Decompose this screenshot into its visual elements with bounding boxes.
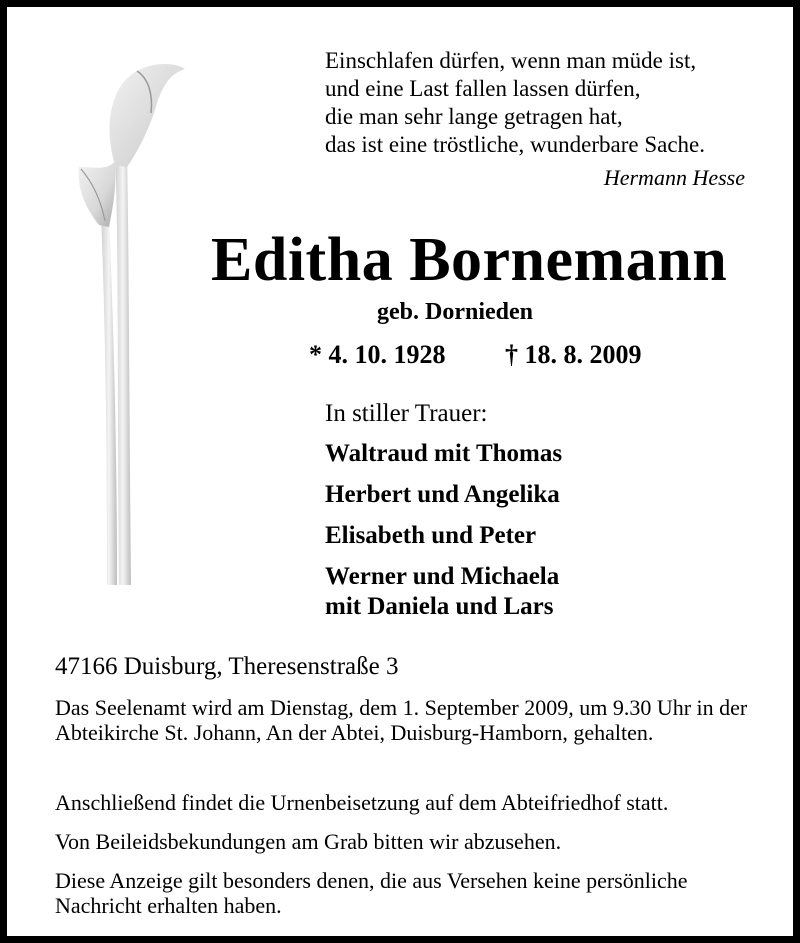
poem-line: Einschlafen dürfen, wenn man müde ist, (325, 48, 697, 73)
death-date: † 18. 8. 2009 (505, 340, 642, 369)
mourner-name: Elisabeth und Peter (325, 522, 537, 549)
notice-paragraph: Anschließend findet die Urnenbeisetzung auf dem Abteifriedhof statt. (55, 790, 669, 815)
poem-line: das ist eine tröstliche, wunderbare Sache. (325, 132, 706, 157)
birth-date: * 4. 10. 1928 (309, 340, 446, 369)
deceased-name: Editha Bornemann (211, 226, 728, 294)
mourning-intro: In stiller Trauer: (325, 400, 488, 427)
notice-paragraph: Von Beileidsbekundungen am Grab bitten wir abzusehen. (55, 829, 562, 854)
calla-lily-image (67, 55, 207, 585)
address: 47166 Duisburg, Theresenstraße 3 (55, 653, 399, 680)
mourner-name: Waltraud mit Thomas (325, 440, 563, 467)
poem-author: Hermann Hesse (603, 165, 745, 190)
poem-line: und eine Last fallen lassen dürfen, (325, 76, 641, 101)
notice-paragraph: Das Seelenamt wird am Dienstag, dem 1. September 2009, um 9.30 Uhr in der Abteikirche St. Johann, An der Abtei, Duisburg-Hamborn, gehalten. (55, 695, 748, 745)
poem-quote (325, 47, 705, 159)
birth-name: geb. Dornieden (377, 299, 533, 325)
mourner-name: mit Daniela und Lars (325, 593, 554, 620)
mourner-name: Werner und Michaela (325, 563, 560, 590)
mourner-name: Herbert und Angelika (325, 481, 560, 508)
notice-paragraph: Diese Anzeige gilt besonders denen, die aus Versehen keine persönliche Nachricht erhalten haben. (55, 868, 688, 918)
poem-line: die man sehr lange getragen hat, (325, 104, 623, 129)
